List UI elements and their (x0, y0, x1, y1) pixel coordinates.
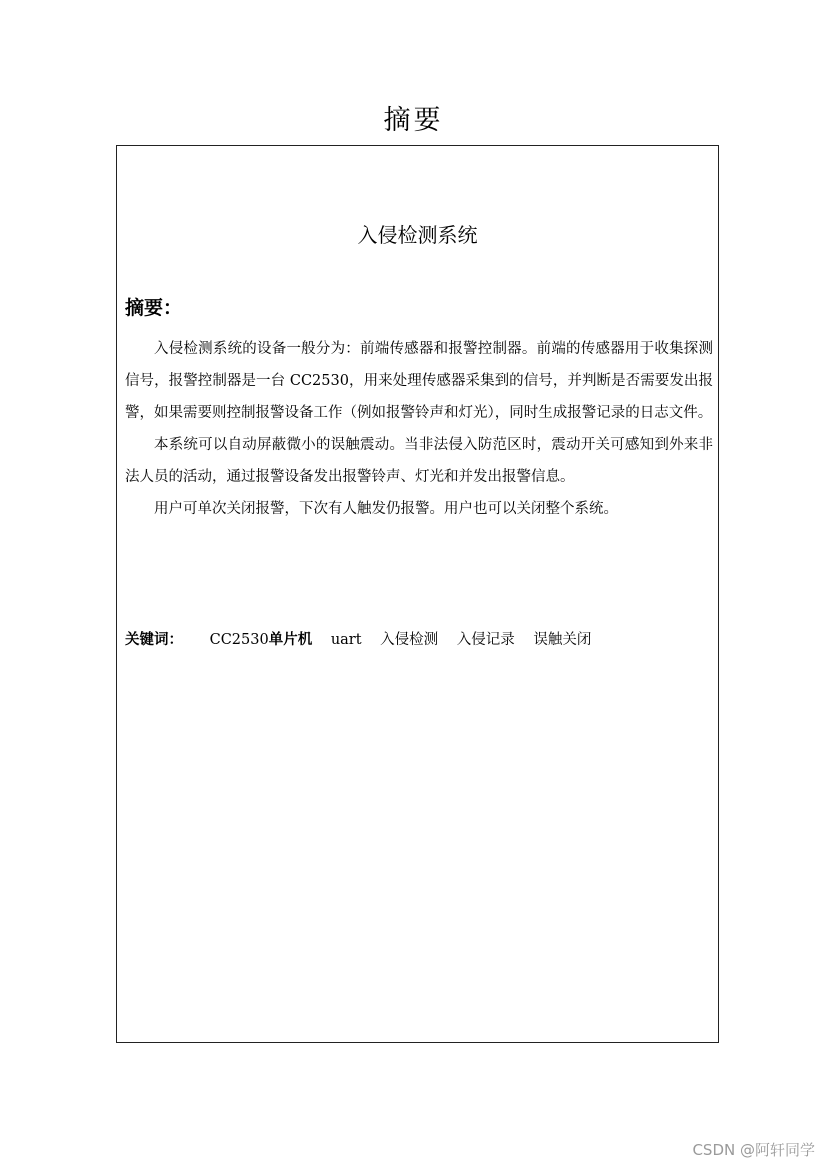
abstract-paragraph-1: 入侵检测系统的设备一般分为：前端传感器和报警控制器。前端的传感器用于收集探测信号，报警控制器是一台 CC2530，用来处理传感器采集到的信号，并判断是否需要发出报警，如果需要则控制报警设备工作（例如报警铃声和灯光），同时生成报警记录的日志文件。 (125, 341, 713, 421)
abstract-paragraph-2: 本系统可以自动屏蔽微小的误触震动。当非法侵入防范区时，震动开关可感知到外来非法人员的活动，通过报警设备发出报警铃声、灯光和并发出报警信息。 (125, 437, 713, 485)
keyword-cc2530-code: CC2530 (209, 632, 269, 648)
abstract-body (125, 333, 713, 525)
abstract-box (116, 145, 719, 1043)
abstract-label: 摘要： (125, 297, 183, 319)
keyword-false-touch-off: 误触关闭 (533, 632, 592, 648)
keyword-intrusion-detection: 入侵检测 (380, 632, 439, 648)
keyword-uart: uart (330, 632, 362, 648)
abstract-paragraph-3: 用户可单次关闭报警，下次有人触发仍报警。用户也可以关闭整个系统。 (154, 501, 618, 517)
keyword-cc2530 (210, 632, 313, 648)
page-heading: 摘要 (383, 105, 444, 136)
keyword-cc2530-text: 单片机 (268, 632, 313, 648)
keywords-line (125, 626, 605, 654)
keywords-label: 关键词： (125, 632, 183, 648)
document-title: 入侵检测系统 (357, 223, 478, 247)
keyword-intrusion-record: 入侵记录 (456, 632, 515, 648)
watermark: CSDN @阿轩同学 (692, 1141, 815, 1159)
